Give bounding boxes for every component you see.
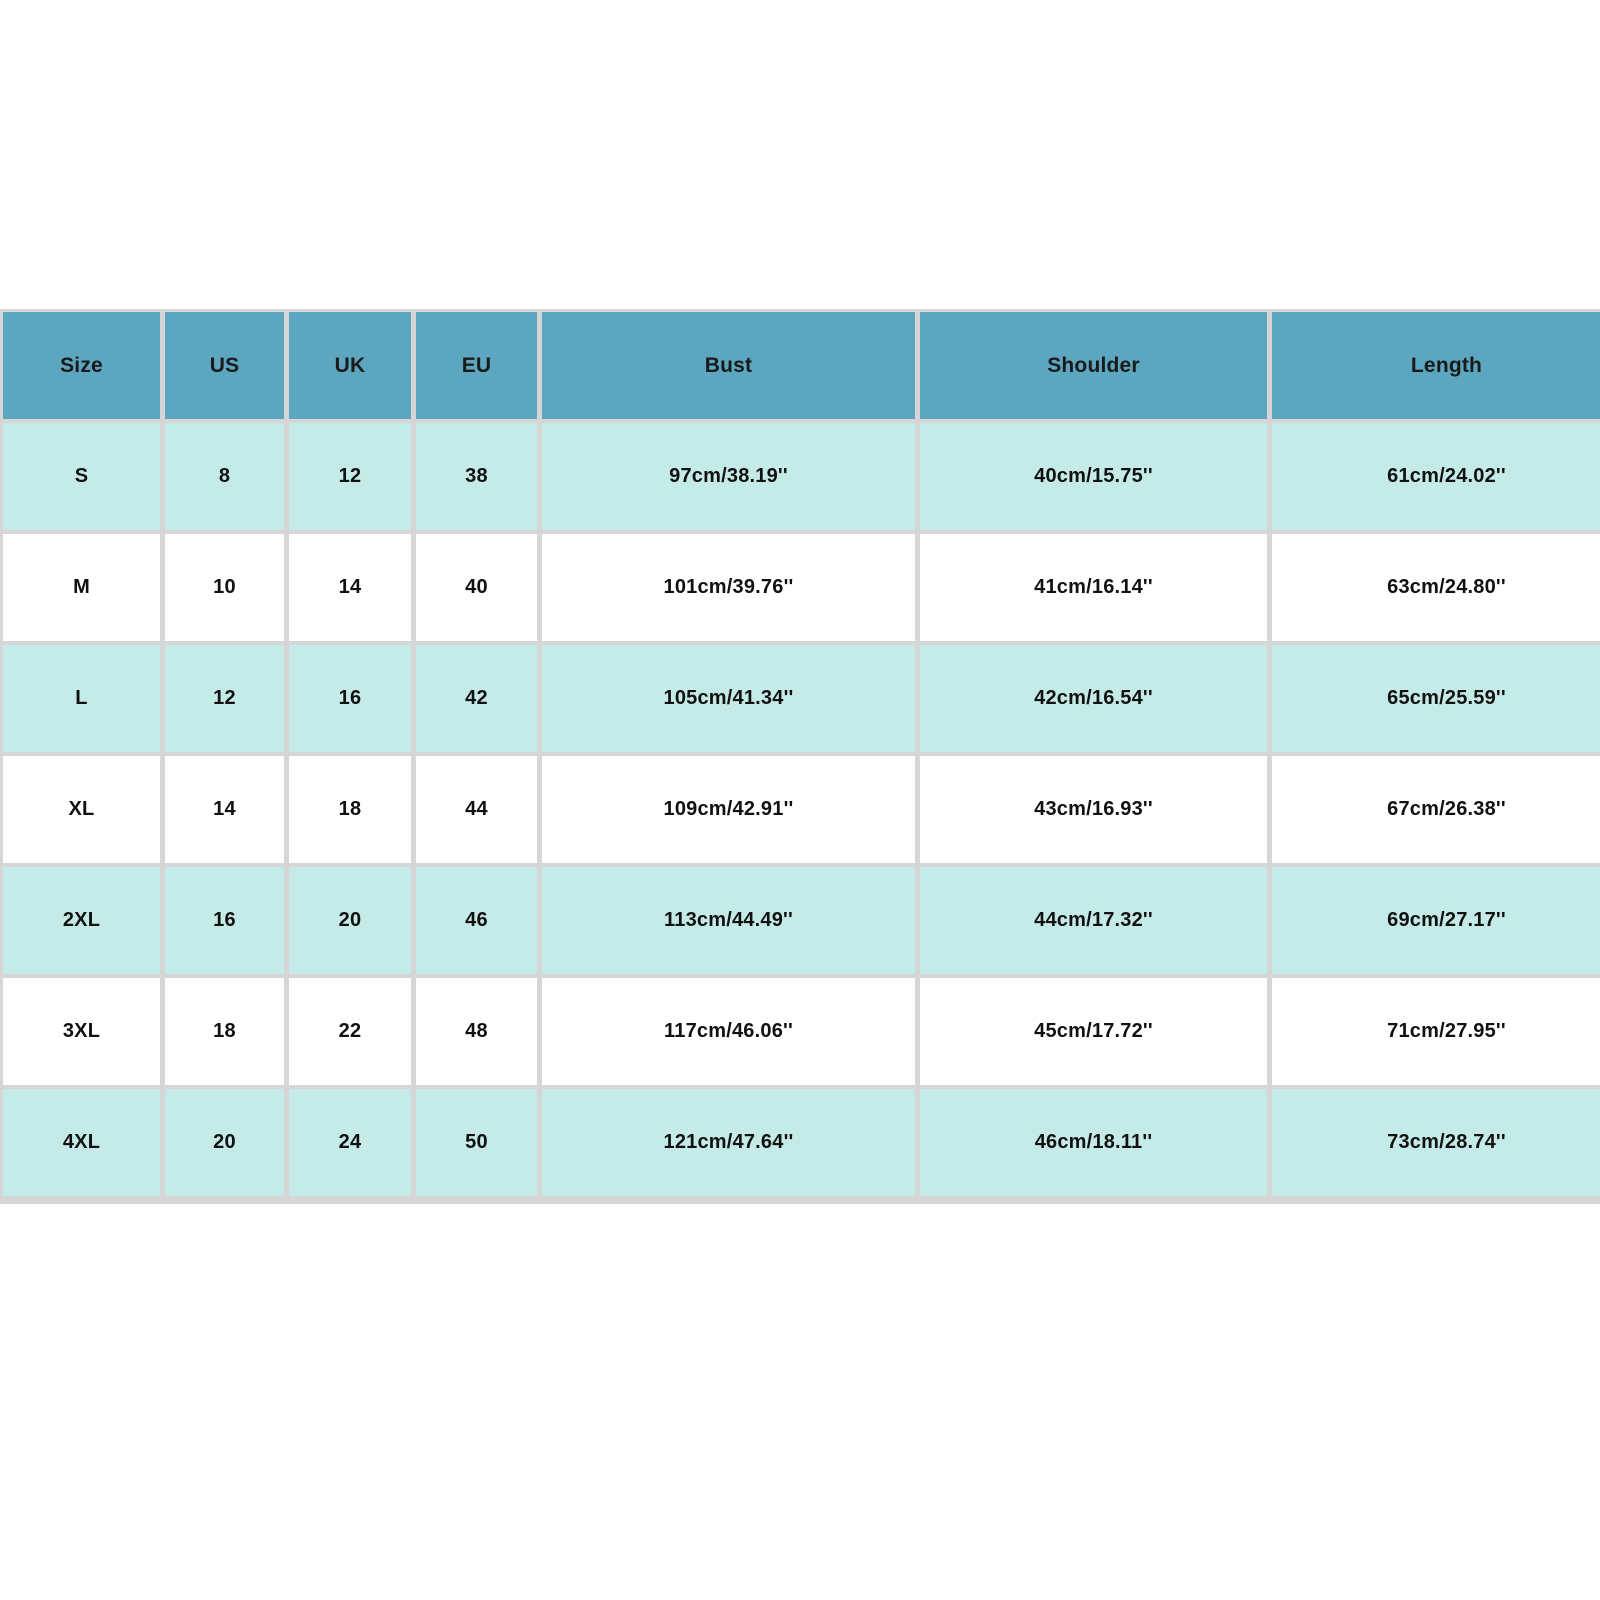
header-shoulder: Shoulder [920, 312, 1267, 419]
cell-eu: 48 [416, 978, 537, 1085]
cell-bust: 113cm/44.49'' [542, 867, 915, 974]
cell-size: 2XL [3, 867, 160, 974]
cell-us: 10 [165, 534, 284, 641]
header-eu: EU [416, 312, 537, 419]
cell-shoulder: 46cm/18.11'' [920, 1089, 1267, 1196]
cell-us: 18 [165, 978, 284, 1085]
cell-us: 16 [165, 867, 284, 974]
cell-length: 61cm/24.02'' [1272, 423, 1600, 530]
cell-shoulder: 42cm/16.54'' [920, 645, 1267, 752]
cell-bust: 117cm/46.06'' [542, 978, 915, 1085]
cell-size: M [3, 534, 160, 641]
cell-us: 12 [165, 645, 284, 752]
size-chart-table [0, 309, 1600, 1204]
header-us: US [165, 312, 284, 419]
cell-shoulder: 41cm/16.14'' [920, 534, 1267, 641]
cell-size: L [3, 645, 160, 752]
cell-eu: 42 [416, 645, 537, 752]
cell-shoulder: 43cm/16.93'' [920, 756, 1267, 863]
cell-uk: 12 [289, 423, 411, 530]
cell-length: 73cm/28.74'' [1272, 1089, 1600, 1196]
cell-shoulder: 44cm/17.32'' [920, 867, 1267, 974]
cell-size: S [3, 423, 160, 530]
header-bust: Bust [542, 312, 915, 419]
cell-bust: 121cm/47.64'' [542, 1089, 915, 1196]
cell-eu: 50 [416, 1089, 537, 1196]
cell-uk: 16 [289, 645, 411, 752]
cell-us: 14 [165, 756, 284, 863]
cell-length: 65cm/25.59'' [1272, 645, 1600, 752]
cell-length: 67cm/26.38'' [1272, 756, 1600, 863]
cell-bust: 97cm/38.19'' [542, 423, 915, 530]
cell-eu: 46 [416, 867, 537, 974]
cell-bust: 109cm/42.91'' [542, 756, 915, 863]
cell-uk: 22 [289, 978, 411, 1085]
cell-size: 4XL [3, 1089, 160, 1196]
cell-bust: 101cm/39.76'' [542, 534, 915, 641]
cell-eu: 44 [416, 756, 537, 863]
header-size: Size [3, 312, 160, 419]
cell-length: 71cm/27.95'' [1272, 978, 1600, 1085]
cell-us: 8 [165, 423, 284, 530]
cell-length: 63cm/24.80'' [1272, 534, 1600, 641]
cell-shoulder: 40cm/15.75'' [920, 423, 1267, 530]
cell-uk: 24 [289, 1089, 411, 1196]
cell-us: 20 [165, 1089, 284, 1196]
cell-bust: 105cm/41.34'' [542, 645, 915, 752]
header-uk: UK [289, 312, 411, 419]
cell-uk: 20 [289, 867, 411, 974]
cell-size: 3XL [3, 978, 160, 1085]
cell-eu: 40 [416, 534, 537, 641]
cell-eu: 38 [416, 423, 537, 530]
cell-size: XL [3, 756, 160, 863]
cell-uk: 14 [289, 534, 411, 641]
cell-shoulder: 45cm/17.72'' [920, 978, 1267, 1085]
header-length: Length [1272, 312, 1600, 419]
cell-uk: 18 [289, 756, 411, 863]
cell-length: 69cm/27.17'' [1272, 867, 1600, 974]
